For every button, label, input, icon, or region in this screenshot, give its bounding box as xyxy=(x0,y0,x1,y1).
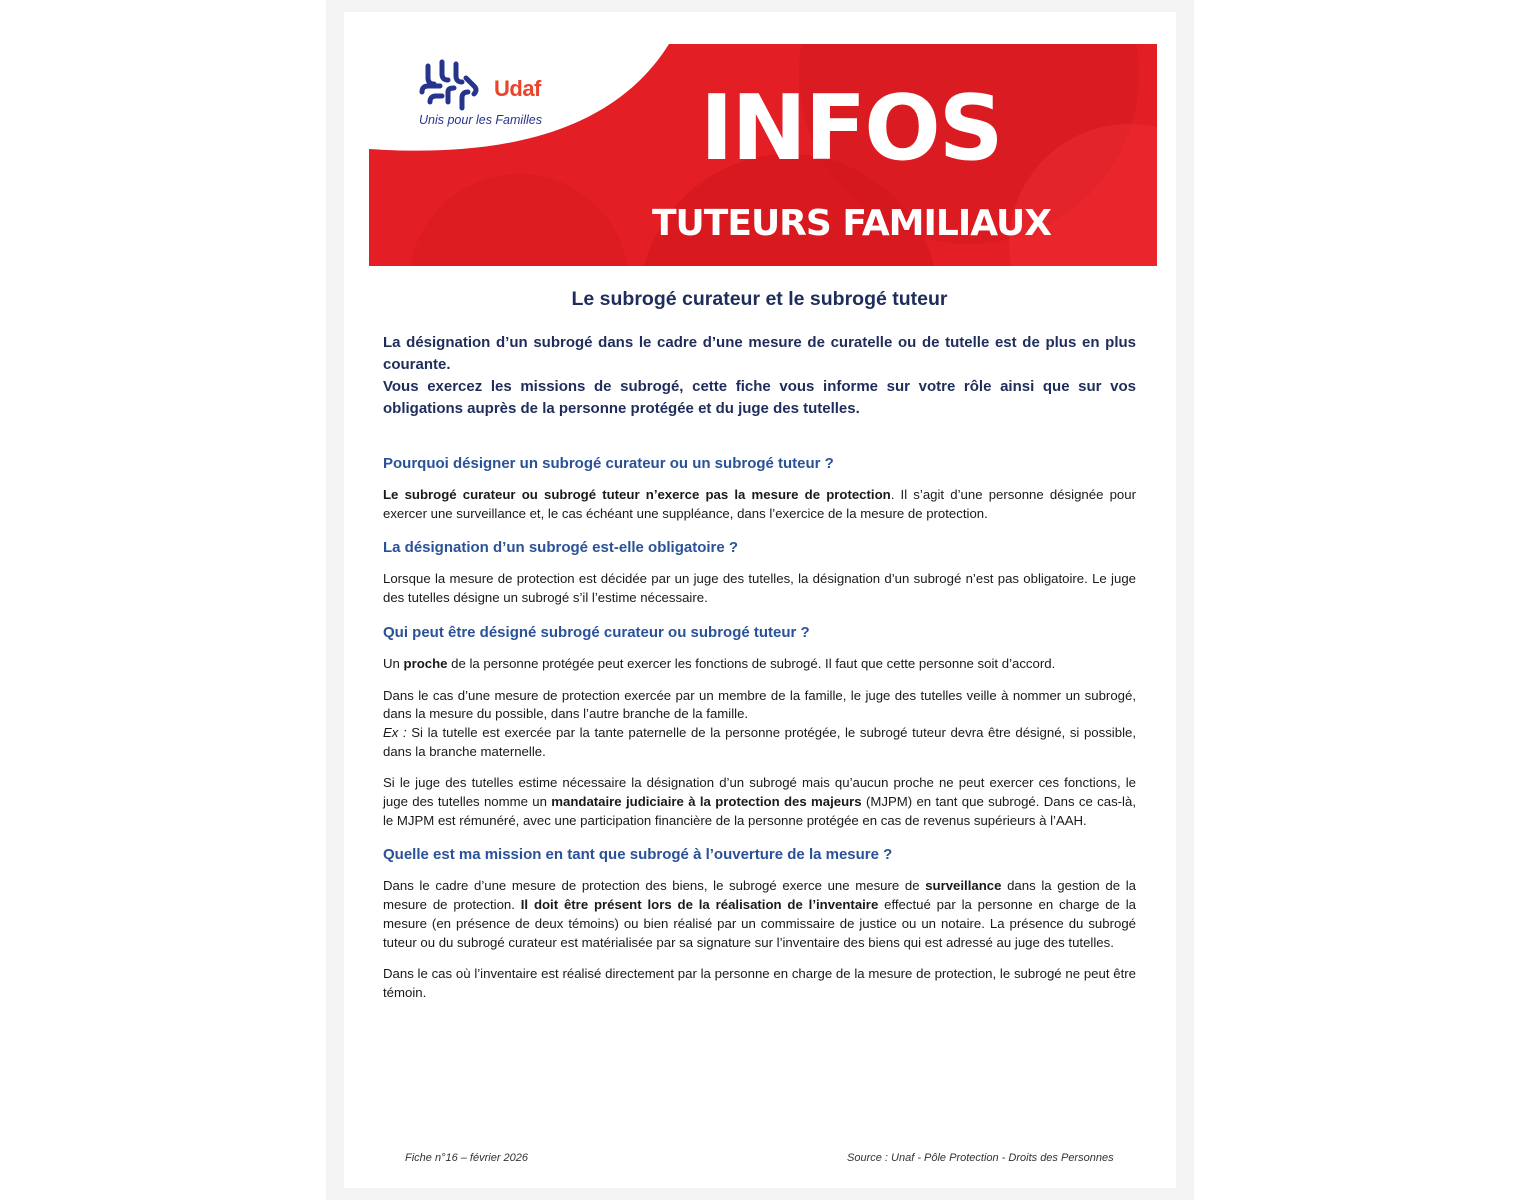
paragraph-text: dans la gestion de la mesure de protection. xyxy=(383,878,1136,913)
paragraph-text: Dans le cadre d’une mesure de protection des biens, le subrogé exerce une mesure de xyxy=(383,878,926,894)
banner-title: INFOS xyxy=(700,76,1002,181)
udaf-logo-wordmark: Udaf xyxy=(494,76,541,101)
section-paragraph: Dans le cas où l’inventaire est réalisé directement par la personne en charge de la mesure de protection, le subrogé ne peut être témoin. xyxy=(383,966,1136,1000)
section-heading: Qui peut être désigné subrogé curateur ou subrogé tuteur ? xyxy=(383,623,810,641)
section-paragraph xyxy=(383,655,1136,674)
paragraph-text: (MJPM) en tant que subrogé. Dans ce cas-là, le MJPM est rémunéré, avec une participation financière de la personne protégée en cas de revenus supérieurs à l’AAH. xyxy=(383,794,1136,828)
section-heading: Pourquoi désigner un subrogé curateur ou un subrogé tuteur ? xyxy=(383,455,834,472)
intro-paragraph: Vous exercez les missions de subrogé, cette fiche vous informe sur votre rôle ainsi que sur vos obligations auprès de la personne protégée et du juge des tutelles. xyxy=(383,378,1136,417)
intro-block xyxy=(383,332,1136,420)
bold-text: Il doit être présent lors de la réalisation de l’inventaire xyxy=(520,897,879,913)
bold-text: proche xyxy=(403,655,448,671)
example-text: Si la tutelle est exercée par la tante paternelle de la personne protégée, le subrogé tuteur devra être désigné, si possible, dans la branche maternelle. xyxy=(383,724,1136,759)
paragraph-text: Un xyxy=(383,655,404,671)
section-heading: Quelle est ma mission en tant que subrogé à l’ouverture de la mesure ? xyxy=(383,846,893,864)
section-paragraph xyxy=(383,687,1136,762)
document-title: Le subrogé curateur et le subrogé tuteur xyxy=(571,288,948,310)
intro-paragraph: La désignation d’un subrogé dans le cadre d’une mesure de curatelle ou de tutelle est de plus en plus courante. xyxy=(383,334,1136,373)
section-why xyxy=(383,454,1136,523)
section-paragraph xyxy=(383,486,1136,523)
paragraph-text: Dans le cas d’une mesure de protection exercée par un membre de la famille, le juge des tutelles veille à nommer un subrogé, dans la mesure du possible, dans l’autre branche de la famille. xyxy=(383,687,1136,722)
section-mission xyxy=(383,845,1136,1002)
section-mandatory xyxy=(383,538,1136,607)
footer-sheet-reference: Fiche n°16 – février 2026 xyxy=(405,1152,529,1164)
paragraph-text: de la personne protégée peut exercer les fonctions de subrogé. Il faut que cette personne soit d’accord. xyxy=(447,655,1056,671)
udaf-logo-mark-icon xyxy=(418,58,490,114)
banner-subtitle: TUTEURS FAMILIAUX xyxy=(652,203,1051,244)
section-who xyxy=(383,623,1136,831)
section-paragraph: Lorsque la mesure de protection est décidée par un juge des tutelles, la désignation d’un subrogé n’est pas obligatoire. Le juge des tutelles désigne un subrogé s’il l’estime nécessaire. xyxy=(383,571,1136,606)
paragraph-text: effectué par la personne en charge de la mesure (en présence de deux témoins) ou bien réalisé par un commissaire de justice ou un notaire. La présence du subrogé tuteur ou du subrogé curateur est matérialisée par sa signature sur l’inventaire des biens qui est adressé au juge des tutelles. xyxy=(383,897,1136,950)
example-label: Ex : xyxy=(383,724,407,740)
bold-text: Le subrogé curateur ou subrogé tuteur n’exerce pas la mesure de protection xyxy=(383,487,891,502)
paragraph-text: Si le juge des tutelles estime nécessaire la désignation d’un subrogé mais qu’aucun proche ne peut exercer ces fonctions, le juge des tutelles nomme un xyxy=(383,775,1136,810)
bold-text: mandataire judiciaire à la protection des majeurs xyxy=(551,794,862,810)
udaf-logo-tagline: Unis pour les Familles xyxy=(419,113,542,127)
section-paragraph xyxy=(383,877,1136,952)
section-heading: La désignation d’un subrogé est-elle obligatoire ? xyxy=(383,539,739,557)
bold-text: surveillance xyxy=(925,878,1002,894)
paragraph-text: . Il s’agit d’une personne désignée pour exercer une surveillance et, le cas échéant une suppléance, dans l’exercice de la mesure de protection. xyxy=(383,487,1136,521)
document-body xyxy=(383,286,1136,1018)
section-paragraph xyxy=(383,774,1136,830)
footer-source: Source : Unaf - Pôle Protection - Droits des Personnes xyxy=(847,1152,1114,1164)
